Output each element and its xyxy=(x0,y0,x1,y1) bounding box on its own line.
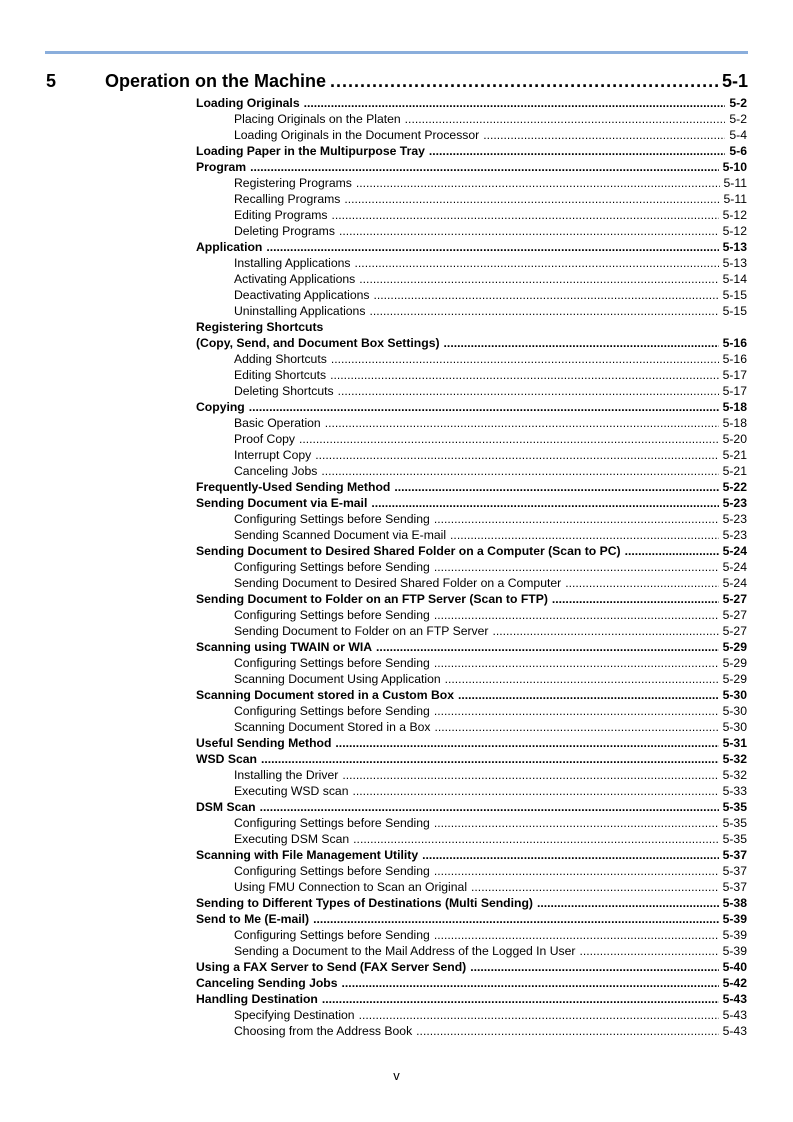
toc-section-entry[interactable] xyxy=(196,479,747,495)
toc-entry-page: 5-43 xyxy=(722,1008,747,1022)
toc-entry-title: Send to Me (E-mail) xyxy=(196,912,310,926)
leader-dots xyxy=(342,975,719,991)
leader-dots xyxy=(353,831,718,847)
toc-entry-title: Configuring Settings before Sending xyxy=(234,928,430,942)
leader-dots xyxy=(330,71,718,92)
toc-subsection-entry[interactable] xyxy=(234,383,747,399)
toc-entry-title: Useful Sending Method xyxy=(196,736,332,750)
toc-entry-page: 5-4 xyxy=(729,128,747,142)
leader-dots xyxy=(344,191,719,207)
leader-dots xyxy=(369,303,718,319)
leader-dots xyxy=(322,991,719,1007)
leader-dots xyxy=(579,943,718,959)
leader-dots xyxy=(416,1023,718,1039)
toc-entry-page: 5-33 xyxy=(722,784,747,798)
toc-entry-page: 5-35 xyxy=(722,800,747,814)
toc-section-entry[interactable] xyxy=(196,335,747,351)
toc-entry-title: Uninstalling Applications xyxy=(234,304,366,318)
toc-entry-title: Canceling Jobs xyxy=(234,464,318,478)
leader-dots xyxy=(359,1007,719,1023)
toc-entry-title: Copying xyxy=(196,400,245,414)
toc-entry-title: Loading Originals xyxy=(196,96,300,110)
toc-subsection-entry[interactable] xyxy=(234,783,747,799)
toc-entry-page: 5-29 xyxy=(722,656,747,670)
toc-entry-page: 5-16 xyxy=(722,352,747,366)
toc-entry-title: Choosing from the Address Book xyxy=(234,1024,413,1038)
leader-dots xyxy=(299,431,719,447)
toc-entry-page: 5-40 xyxy=(722,960,747,974)
leader-dots xyxy=(342,767,718,783)
toc-section-entry[interactable] xyxy=(196,143,747,159)
toc-entry-title: Adding Shortcuts xyxy=(234,352,327,366)
header-rule xyxy=(45,51,748,54)
toc-entry-page: 5-37 xyxy=(722,864,747,878)
chapter-heading[interactable] xyxy=(46,71,748,93)
toc-entry-title: Frequently-Used Sending Method xyxy=(196,480,391,494)
toc-subsection-entry[interactable] xyxy=(234,447,747,463)
leader-dots xyxy=(339,223,719,239)
toc-entry-page: 5-32 xyxy=(722,752,747,766)
toc-entry-title: Using a FAX Server to Send (FAX Server Send) xyxy=(196,960,467,974)
toc-entry-title: Placing Originals on the Platen xyxy=(234,112,401,126)
toc-entry-title: Scanning Document Stored in a Box xyxy=(234,720,431,734)
toc-entry-page: 5-11 xyxy=(723,176,747,190)
toc-entry-title: Sending Scanned Document via E-mail xyxy=(234,528,447,542)
chapter-page: 5-1 xyxy=(721,71,748,91)
toc-entry-title: Sending Document to Desired Shared Folder on a Computer (Scan to PC) xyxy=(196,544,621,558)
toc-subsection-entry[interactable] xyxy=(234,607,747,623)
toc-entry-page: 5-13 xyxy=(722,256,747,270)
toc-entry-page: 5-30 xyxy=(722,688,747,702)
chapter-title-row xyxy=(105,71,748,92)
toc-entry-page: 5-21 xyxy=(722,464,747,478)
toc-entry-page: 5-17 xyxy=(722,384,747,398)
toc-subsection-entry[interactable] xyxy=(234,127,747,143)
toc-entry-page: 5-27 xyxy=(722,624,747,638)
leader-dots xyxy=(261,751,719,767)
toc-section-entry[interactable] xyxy=(196,495,747,511)
toc-entry-title: Handling Destination xyxy=(196,992,318,1006)
toc-subsection-entry[interactable] xyxy=(234,655,747,671)
toc-section-entry[interactable] xyxy=(196,543,747,559)
leader-dots xyxy=(434,655,719,671)
toc-entry-page: 5-39 xyxy=(722,928,747,942)
toc-subsection-entry[interactable] xyxy=(234,511,747,527)
leader-dots xyxy=(338,383,719,399)
toc-entry-title: Sending a Document to the Mail Address of the Logged In User xyxy=(234,944,576,958)
toc-subsection-entry[interactable] xyxy=(234,879,747,895)
leader-dots xyxy=(458,687,719,703)
leader-dots xyxy=(434,607,719,623)
toc-entry-page: 5-39 xyxy=(722,944,747,958)
toc-entry-title: WSD Scan xyxy=(196,752,257,766)
leader-dots xyxy=(359,271,718,287)
toc-entry-page: 5-15 xyxy=(722,304,747,318)
toc-subsection-entry[interactable] xyxy=(234,719,747,735)
leader-dots xyxy=(405,111,726,127)
page-number: v xyxy=(393,1068,400,1083)
toc-subsection-entry[interactable] xyxy=(234,463,747,479)
toc-entry-page: 5-27 xyxy=(722,592,747,606)
toc-entry-page: 5-2 xyxy=(729,112,747,126)
toc-entry-title: Sending Document to Folder on an FTP Server (Scan to FTP) xyxy=(196,592,548,606)
leader-dots xyxy=(483,127,725,143)
leader-dots xyxy=(374,287,719,303)
toc-subsection-entry[interactable] xyxy=(234,207,747,223)
toc-section-entry[interactable] xyxy=(196,687,747,703)
toc-entry-title: Scanning Document Using Application xyxy=(234,672,441,686)
toc-entry-page: 5-22 xyxy=(722,480,747,494)
toc-subsection-entry[interactable] xyxy=(234,111,747,127)
toc-entry-page: 5-20 xyxy=(722,432,747,446)
toc-entry-title: Executing DSM Scan xyxy=(234,832,350,846)
toc-entry-title: Sending Document to Folder on an FTP Server xyxy=(234,624,489,638)
toc-subsection-entry[interactable] xyxy=(234,831,747,847)
toc-subsection-entry[interactable] xyxy=(234,271,747,287)
toc-section-entry[interactable] xyxy=(196,847,747,863)
leader-dots xyxy=(537,895,719,911)
toc-entry-page: 5-23 xyxy=(722,528,747,542)
toc-entry-title: Basic Operation xyxy=(234,416,321,430)
toc-entry-title: Configuring Settings before Sending xyxy=(234,816,430,830)
toc-entry-page: 5-37 xyxy=(722,880,747,894)
toc-entry-page: 5-32 xyxy=(722,768,747,782)
toc-entry-title: Sending to Different Types of Destinations (Multi Sending) xyxy=(196,896,533,910)
toc-entry-title: (Copy, Send, and Document Box Settings) xyxy=(196,336,440,350)
toc-entry-title: Registering Shortcuts xyxy=(196,320,324,334)
toc-entry-title: Editing Shortcuts xyxy=(234,368,327,382)
toc-entry-page: 5-13 xyxy=(722,240,747,254)
leader-dots xyxy=(330,367,718,383)
toc-entry-page: 5-23 xyxy=(722,512,747,526)
leader-dots xyxy=(355,255,719,271)
toc-entry-page: 5-12 xyxy=(722,208,747,222)
toc-entry-title: Deleting Programs xyxy=(234,224,335,238)
leader-dots xyxy=(434,719,718,735)
toc-section-entry[interactable] xyxy=(196,959,747,975)
toc-subsection-entry[interactable] xyxy=(234,575,747,591)
toc-subsection-entry[interactable] xyxy=(234,191,747,207)
toc-entry-title: Proof Copy xyxy=(234,432,295,446)
toc-section-entry[interactable] xyxy=(196,95,747,111)
toc-subsection-entry[interactable] xyxy=(234,1007,747,1023)
leader-dots xyxy=(434,863,719,879)
toc-entry-title: Specifying Destination xyxy=(234,1008,355,1022)
toc-entry-page: 5-14 xyxy=(722,272,747,286)
leader-dots xyxy=(331,207,718,223)
toc-entry-page: 5-21 xyxy=(722,448,747,462)
toc-entry-page: 5-39 xyxy=(722,912,747,926)
toc-entry-title: Loading Originals in the Document Processor xyxy=(234,128,480,142)
leader-dots xyxy=(394,479,718,495)
toc-entry-page: 5-30 xyxy=(722,704,747,718)
toc-section-entry[interactable] xyxy=(196,991,747,1007)
toc-subsection-entry[interactable] xyxy=(234,1023,747,1039)
leader-dots xyxy=(565,575,718,591)
toc-entry-page: 5-23 xyxy=(722,496,747,510)
toc-entry-title: DSM Scan xyxy=(196,800,256,814)
toc-entry-page: 5-6 xyxy=(729,144,747,158)
toc-entry-title: Using FMU Connection to Scan an Original xyxy=(234,880,468,894)
toc-entry-title: Installing the Driver xyxy=(234,768,339,782)
toc-entry-page: 5-2 xyxy=(729,96,747,110)
toc-entry-title: Installing Applications xyxy=(234,256,351,270)
chapter-title: Operation on the Machine xyxy=(105,71,327,91)
toc-subsection-entry[interactable] xyxy=(234,527,747,543)
leader-dots xyxy=(429,143,725,159)
toc-entry-title: Configuring Settings before Sending xyxy=(234,704,430,718)
toc-subsection-entry[interactable] xyxy=(234,367,747,383)
toc-entry-title: Deleting Shortcuts xyxy=(234,384,334,398)
toc-entry-title: Scanning with File Management Utility xyxy=(196,848,419,862)
leader-dots xyxy=(371,495,718,511)
toc-entry-title: Registering Programs xyxy=(234,176,352,190)
toc-section-entry[interactable] xyxy=(196,751,747,767)
toc-entry-page: 5-15 xyxy=(722,288,747,302)
toc-entry-title: Configuring Settings before Sending xyxy=(234,864,430,878)
toc-entry-page: 5-31 xyxy=(722,736,747,750)
leader-dots xyxy=(250,159,718,175)
toc-subsection-entry[interactable] xyxy=(234,767,747,783)
toc-subsection-entry[interactable] xyxy=(234,815,747,831)
toc-entry-page: 5-18 xyxy=(722,400,747,414)
toc-subsection-entry[interactable] xyxy=(234,863,747,879)
toc-subsection-entry[interactable] xyxy=(234,223,747,239)
toc-subsection-entry[interactable] xyxy=(234,703,747,719)
toc-entry-title: Scanning using TWAIN or WIA xyxy=(196,640,373,654)
leader-dots xyxy=(249,399,719,415)
leader-dots xyxy=(422,847,718,863)
leader-dots xyxy=(321,463,718,479)
toc-entry-page: 5-24 xyxy=(722,544,747,558)
toc-subsection-entry[interactable] xyxy=(234,351,747,367)
leader-dots xyxy=(304,95,726,111)
toc-subsection-entry[interactable] xyxy=(234,255,747,271)
toc-entry-title: Configuring Settings before Sending xyxy=(234,608,430,622)
leader-dots xyxy=(552,591,719,607)
toc-entry-title: Activating Applications xyxy=(234,272,356,286)
toc-subsection-entry[interactable] xyxy=(234,927,747,943)
leader-dots xyxy=(434,815,719,831)
leader-dots xyxy=(266,239,718,255)
toc-section-entry[interactable] xyxy=(196,159,747,175)
leader-dots xyxy=(434,511,719,527)
leader-dots xyxy=(315,447,718,463)
toc-entry-page: 5-30 xyxy=(722,720,747,734)
toc-entry-title: Sending Document via E-mail xyxy=(196,496,368,510)
toc-entry-page: 5-29 xyxy=(722,640,747,654)
toc-entry-page: 5-35 xyxy=(722,816,747,830)
toc-section-entry[interactable] xyxy=(196,911,747,927)
toc-section-entry[interactable] xyxy=(196,319,747,335)
toc-entry-page: 5-38 xyxy=(722,896,747,910)
leader-dots xyxy=(445,671,719,687)
toc-entry-page: 5-17 xyxy=(722,368,747,382)
leader-dots xyxy=(325,415,719,431)
toc-entry-title: Scanning Document stored in a Custom Box xyxy=(196,688,454,702)
leader-dots xyxy=(434,559,719,575)
leader-dots xyxy=(450,527,719,543)
toc-entry-page: 5-24 xyxy=(722,560,747,574)
leader-dots xyxy=(470,959,718,975)
toc-entry-page: 5-12 xyxy=(722,224,747,238)
toc-entry-page: 5-16 xyxy=(722,336,747,350)
toc-entry-title: Sending Document to Desired Shared Folder on a Computer xyxy=(234,576,562,590)
toc-entry-page: 5-37 xyxy=(722,848,747,862)
chapter-number: 5 xyxy=(46,71,57,91)
toc-entry-title: Program xyxy=(196,160,247,174)
toc-entry-title: Interrupt Copy xyxy=(234,448,312,462)
toc-section-entry[interactable] xyxy=(196,799,747,815)
toc-entry-title: Deactivating Applications xyxy=(234,288,370,302)
toc-entry-title: Application xyxy=(196,240,263,254)
leader-dots xyxy=(335,735,718,751)
toc-entry-title: Executing WSD scan xyxy=(234,784,349,798)
toc-section-entry[interactable] xyxy=(196,895,747,911)
toc-subsection-entry[interactable] xyxy=(234,287,747,303)
toc-entry-page: 5-18 xyxy=(722,416,747,430)
toc-entry-page: 5-11 xyxy=(723,192,747,206)
toc-entry-title: Recalling Programs xyxy=(234,192,341,206)
leader-dots xyxy=(352,783,718,799)
leader-dots xyxy=(434,927,719,943)
toc-entry-page: 5-10 xyxy=(722,160,747,174)
toc-section-entry[interactable] xyxy=(196,735,747,751)
leader-dots xyxy=(313,911,719,927)
toc-subsection-entry[interactable] xyxy=(234,671,747,687)
toc-section-entry[interactable] xyxy=(196,639,747,655)
toc-entry-page: 5-29 xyxy=(722,672,747,686)
leader-dots xyxy=(471,879,719,895)
toc-section-entry[interactable] xyxy=(196,399,747,415)
leader-dots xyxy=(331,351,719,367)
toc-entry-page: 5-27 xyxy=(722,608,747,622)
toc-entry-title: Editing Programs xyxy=(234,208,328,222)
leader-dots xyxy=(493,623,719,639)
toc-section-entry[interactable] xyxy=(196,591,747,607)
toc-entry-page: 5-43 xyxy=(722,1024,747,1038)
toc-entry-page: 5-43 xyxy=(722,992,747,1006)
toc-section-entry[interactable] xyxy=(196,975,747,991)
toc-subsection-entry[interactable] xyxy=(234,415,747,431)
toc-subsection-entry[interactable] xyxy=(234,943,747,959)
toc-entry-page: 5-24 xyxy=(722,576,747,590)
toc-entry-page: 5-42 xyxy=(722,976,747,990)
toc-subsection-entry[interactable] xyxy=(234,175,747,191)
toc-entry-title: Configuring Settings before Sending xyxy=(234,656,430,670)
toc-entry-title: Loading Paper in the Multipurpose Tray xyxy=(196,144,425,158)
toc-entry-title: Configuring Settings before Sending xyxy=(234,512,430,526)
toc-subsection-entry[interactable] xyxy=(234,623,747,639)
toc-subsection-entry[interactable] xyxy=(234,303,747,319)
leader-dots xyxy=(356,175,720,191)
toc-entry-page: 5-35 xyxy=(722,832,747,846)
leader-dots xyxy=(260,799,719,815)
toc-subsection-entry[interactable] xyxy=(234,431,747,447)
leader-dots xyxy=(376,639,719,655)
leader-dots xyxy=(434,703,719,719)
toc-entry-title: Configuring Settings before Sending xyxy=(234,560,430,574)
toc-section-entry[interactable] xyxy=(196,239,747,255)
toc-subsection-entry[interactable] xyxy=(234,559,747,575)
toc-entry-title: Canceling Sending Jobs xyxy=(196,976,338,990)
leader-dots xyxy=(444,335,719,351)
leader-dots xyxy=(625,543,719,559)
